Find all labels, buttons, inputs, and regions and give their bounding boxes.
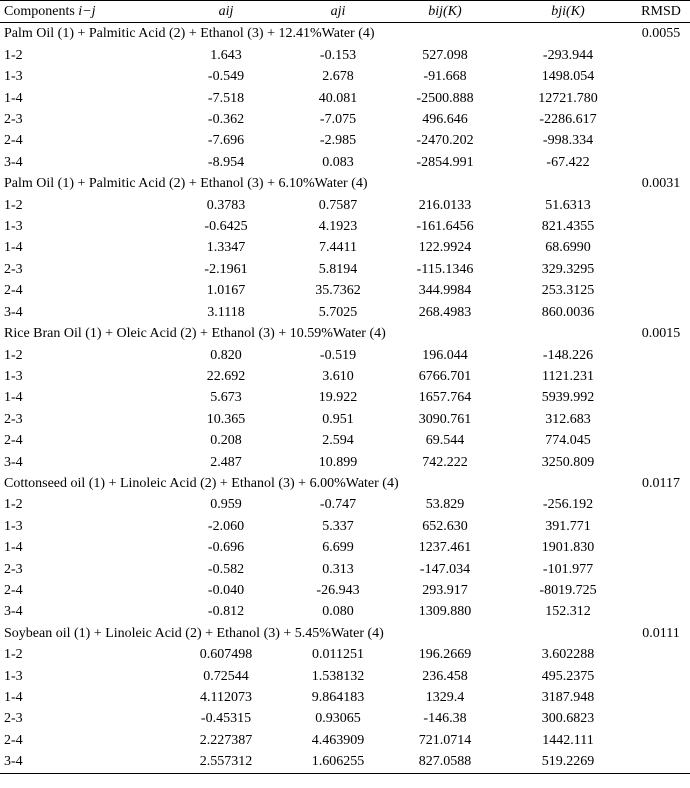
cell-bij: -2500.888 [416,90,474,106]
cell-aij: -0.040 [207,582,245,598]
cell-bij: 69.544 [425,433,465,449]
cell-bji: 1121.231 [542,368,594,384]
table-row [0,88,690,109]
cell-aji: -7.075 [319,112,357,128]
system-name: Palm Oil (1) + Palmitic Acid (2) + Ethanol (3) + 12.41%Water (4) [4,26,375,42]
cell-pair: 3-4 [4,754,23,770]
cell-pair: 1-3 [4,668,23,684]
cell-pair: 1-3 [4,219,23,235]
cell-bji: 300.6823 [541,711,595,727]
table-header [0,1,690,23]
rmsd-value: 0.0015 [641,326,681,342]
cell-bij: 496.646 [422,112,468,128]
cell-rmsd-empty [632,66,690,87]
cell-bij: 652.630 [422,518,468,534]
cell-aij: 4.112073 [200,690,252,705]
cell-pair: 1-2 [4,347,23,363]
cell-bij: -161.6456 [416,219,474,235]
cell-bij: 196.2669 [418,647,472,663]
cell-aij: -0.45315 [200,711,252,727]
cell-aij: -0.549 [207,69,245,85]
cell-bij: -115.1346 [416,261,474,277]
cell-aji: 0.951 [322,411,354,427]
cell-bji: -8019.725 [539,582,597,598]
cell-rmsd-empty [632,644,690,665]
cell-bij: -2854.991 [416,154,474,170]
cell-aij: -8.954 [207,154,245,170]
cell-aij: 0.607498 [199,647,253,663]
cell-aij: 0.959 [210,497,242,513]
header-components-ij: i−j [78,4,96,19]
rmsd-value: 0.0117 [642,475,680,491]
table-row [0,259,690,280]
cell-bji: 3.602288 [541,647,595,663]
cell-bji: 1442.111 [542,732,594,748]
header-components-label: Components [4,4,79,19]
cell-rmsd-empty [632,259,690,280]
cell-bji: 821.4355 [541,219,595,235]
cell-pair: 3-4 [4,304,23,320]
cell-bij: -146.38 [423,711,467,727]
cell-rmsd-empty [632,559,690,580]
cell-bji: 329.3295 [541,261,595,277]
cell-rmsd-empty [632,537,690,558]
cell-aji: 0.313 [322,561,354,577]
cell-aji: 0.7587 [318,197,358,213]
cell-bji: 253.3125 [541,283,595,299]
rmsd-value: 0.0031 [641,176,681,192]
cell-pair: 1-3 [4,69,23,85]
table-body [0,23,690,773]
cell-bij: 1309.880 [418,604,472,620]
cell-aij: 2.487 [210,454,242,470]
cell-rmsd-empty [632,387,690,408]
cell-bji: -293.944 [542,47,594,63]
cell-aji: 3.610 [322,368,354,384]
table-row [0,516,690,537]
system-name: Palm Oil (1) + Palmitic Acid (2) + Ethanol (3) + 6.10%Water (4) [4,176,368,192]
cell-bij: -147.034 [419,561,471,577]
cell-aij: 0.72544 [203,668,249,684]
cell-bij: 122.9924 [418,240,472,256]
table-row [0,687,690,708]
cell-pair: 2-4 [4,133,23,149]
table-row [0,237,690,258]
cell-aji: 0.083 [322,154,354,170]
table-row [0,751,690,773]
cell-rmsd-empty [632,751,690,773]
cell-bij: 53.829 [425,497,465,513]
cell-pair: 1-2 [4,197,23,213]
table-row [0,366,690,387]
cell-rmsd-empty [632,580,690,601]
rmsd-value: 0.0055 [641,26,681,42]
cell-bji: -101.977 [542,561,594,577]
cell-aji: 4.1923 [318,219,358,235]
cell-rmsd-empty [632,88,690,109]
cell-rmsd-empty [632,109,690,130]
cell-aij: 2.557312 [199,754,253,770]
cell-aji: 35.7362 [315,283,361,299]
table-row [0,730,690,751]
cell-aji: 4.463909 [311,732,365,748]
cell-bji: -2286.617 [539,112,597,128]
cell-bji: 12721.780 [538,90,598,106]
system-row [0,23,690,45]
cell-rmsd-empty [632,430,690,451]
cell-bji: 391.771 [545,518,591,534]
cell-rmsd-empty [632,195,690,216]
cell-aij: -0.362 [207,112,245,128]
table-row [0,644,690,665]
cell-aij: 1.0167 [206,283,246,299]
cell-rmsd-empty [632,708,690,729]
cell-pair: 1-4 [4,540,23,556]
system-row [0,623,690,644]
table-row [0,387,690,408]
cell-bij: 268.4983 [418,304,472,320]
cell-aji: 0.080 [322,604,354,620]
cell-aij: -7.696 [207,133,245,149]
cell-pair: 1-4 [4,90,23,106]
system-name: Soybean oil (1) + Linoleic Acid (2) + Ethanol (3) + 5.45%Water (4) [4,625,384,641]
cell-bji: 312.683 [545,411,591,427]
cell-aij: 0.3783 [206,197,246,213]
cell-bji: 860.0036 [541,304,595,320]
cell-pair: 2-3 [4,411,23,427]
table-row [0,345,690,366]
cell-rmsd-empty [632,666,690,687]
cell-rmsd-empty [632,601,690,622]
table-row [0,280,690,301]
cell-aji: 7.4411 [319,240,357,256]
table-row [0,708,690,729]
system-row [0,173,690,194]
header-rmsd: RMSD [641,4,681,19]
cell-bij: 721.0714 [418,732,472,748]
cell-bji: 5939.992 [541,390,595,406]
cell-rmsd-empty [632,687,690,708]
header-aij: aij [218,4,234,19]
cell-rmsd-empty [632,730,690,751]
cell-aji: -0.747 [319,497,357,513]
table-row [0,45,690,66]
cell-aji: 5.337 [322,518,354,534]
cell-aji: 6.699 [322,540,354,556]
header-bji: bji(K) [551,4,585,19]
header-components [0,1,162,23]
table-row [0,66,690,87]
cell-aji: 1.606255 [311,754,365,770]
cell-pair: 3-4 [4,154,23,170]
cell-rmsd-empty [632,409,690,430]
table-row [0,601,690,622]
table-row [0,537,690,558]
cell-bij: 1237.461 [418,540,472,556]
table-row [0,666,690,687]
cell-pair: 1-4 [4,390,23,406]
cell-aij: 1.643 [210,47,242,63]
table-row [0,580,690,601]
table-row [0,109,690,130]
cell-pair: 2-3 [4,112,23,128]
cell-aji: -0.519 [319,347,357,363]
cell-rmsd-empty [632,494,690,515]
cell-bji: 3250.809 [541,454,595,470]
cell-pair: 2-4 [4,582,23,598]
cell-bji: -256.192 [542,497,594,513]
cell-pair: 1-2 [4,47,23,63]
cell-aji: 5.7025 [318,304,358,320]
cell-aij: 2.227387 [199,732,253,748]
table-row [0,430,690,451]
table-row [0,409,690,430]
cell-bij: 216.0133 [418,197,472,213]
system-name: Rice Bran Oil (1) + Oleic Acid (2) + Ethanol (3) + 10.59%Water (4) [4,326,386,342]
cell-bij: 293.917 [422,582,468,598]
cell-aij: -2.060 [207,518,245,534]
cell-rmsd-empty [632,345,690,366]
cell-pair: 2-4 [4,732,23,748]
cell-aij: 1.3347 [206,240,246,256]
table-row [0,195,690,216]
cell-bij: -2470.202 [416,133,474,149]
cell-bij: 527.098 [422,47,468,63]
cell-bji: 51.6313 [545,197,591,213]
table-row [0,494,690,515]
cell-rmsd-empty [632,452,690,473]
cell-bji: -148.226 [542,347,594,363]
header-aji: aji [330,4,346,19]
cell-rmsd-empty [632,516,690,537]
cell-bij: -91.668 [423,69,467,85]
cell-bji: -998.334 [542,133,594,149]
cell-pair: 1-2 [4,647,23,663]
cell-rmsd-empty [632,302,690,323]
cell-aij: -7.518 [207,90,245,106]
cell-aji: -0.153 [319,47,357,63]
cell-aji: 10.899 [318,454,358,470]
cell-pair: 2-4 [4,433,23,449]
cell-aij: -2.1961 [204,261,248,277]
cell-pair: 2-3 [4,561,23,577]
cell-aji: 2.594 [322,433,354,449]
cell-bij: 742.222 [422,454,468,470]
cell-rmsd-empty [632,366,690,387]
cell-pair: 1-3 [4,518,23,534]
cell-aij: 5.673 [210,390,242,406]
cell-rmsd-empty [632,130,690,151]
table-row [0,216,690,237]
cell-bji: 1901.830 [541,540,595,556]
cell-bij: 1329.4 [425,690,465,705]
cell-aij: -0.582 [207,561,245,577]
table-row [0,152,690,173]
cell-pair: 1-2 [4,497,23,513]
cell-bij: 1657.764 [418,390,472,406]
cell-bij: 236.458 [422,668,468,684]
cell-rmsd-empty [632,280,690,301]
cell-pair: 1-4 [4,690,23,705]
cell-pair: 3-4 [4,454,23,470]
cell-pair: 2-3 [4,261,23,277]
cell-bji: -67.422 [546,154,590,170]
cell-aij: -0.812 [207,604,245,620]
cell-aij: 22.692 [206,368,246,384]
cell-aji: 2.678 [322,69,354,85]
cell-aij: 3.1118 [207,304,245,320]
system-name: Cottonseed oil (1) + Linoleic Acid (2) + Ethanol (3) + 6.00%Water (4) [4,475,399,491]
rmsd-value: 0.0111 [642,625,680,641]
cell-aji: 9.864183 [311,690,365,705]
system-row [0,323,690,344]
cell-bji: 152.312 [545,604,591,620]
cell-bji: 68.6990 [545,240,591,256]
table-row [0,452,690,473]
cell-bij: 196.044 [422,347,468,363]
cell-aji: 5.8194 [318,261,358,277]
cell-bij: 3090.761 [418,411,472,427]
table-row [0,302,690,323]
cell-bij: 827.0588 [418,754,472,770]
cell-bij: 6766.701 [418,368,472,384]
cell-rmsd-empty [632,45,690,66]
cell-aji: -2.985 [319,133,357,149]
cell-aji: 0.93065 [315,711,361,727]
cell-bji: 774.045 [545,433,591,449]
cell-aji: 0.011251 [312,647,364,663]
cell-rmsd-empty [632,216,690,237]
cell-aij: -0.696 [207,540,245,556]
cell-rmsd-empty [632,237,690,258]
header-bij: bij(K) [428,4,462,19]
cell-pair: 2-4 [4,283,23,299]
cell-aji: 40.081 [318,90,358,106]
cell-bji: 519.2269 [541,754,595,770]
cell-bij: 344.9984 [418,283,472,299]
cell-aij: 0.820 [210,347,242,363]
header-row [0,1,690,23]
cell-aji: -26.943 [316,582,360,598]
cell-bji: 3187.948 [541,690,595,705]
cell-pair: 3-4 [4,604,23,620]
cell-aji: 19.922 [318,390,358,406]
cell-aij: 0.208 [210,433,242,449]
table-row [0,559,690,580]
cell-bji: 1498.054 [541,69,595,85]
cell-aij: 10.365 [206,411,246,427]
cell-aij: -0.6425 [204,219,248,235]
cell-aji: 1.538132 [311,668,365,684]
cell-rmsd-empty [632,152,690,173]
cell-pair: 1-4 [4,240,23,256]
cell-pair: 2-3 [4,711,23,727]
table-row [0,130,690,151]
cell-bji: 495.2375 [541,668,595,684]
cell-pair: 1-3 [4,368,23,384]
system-row [0,473,690,494]
